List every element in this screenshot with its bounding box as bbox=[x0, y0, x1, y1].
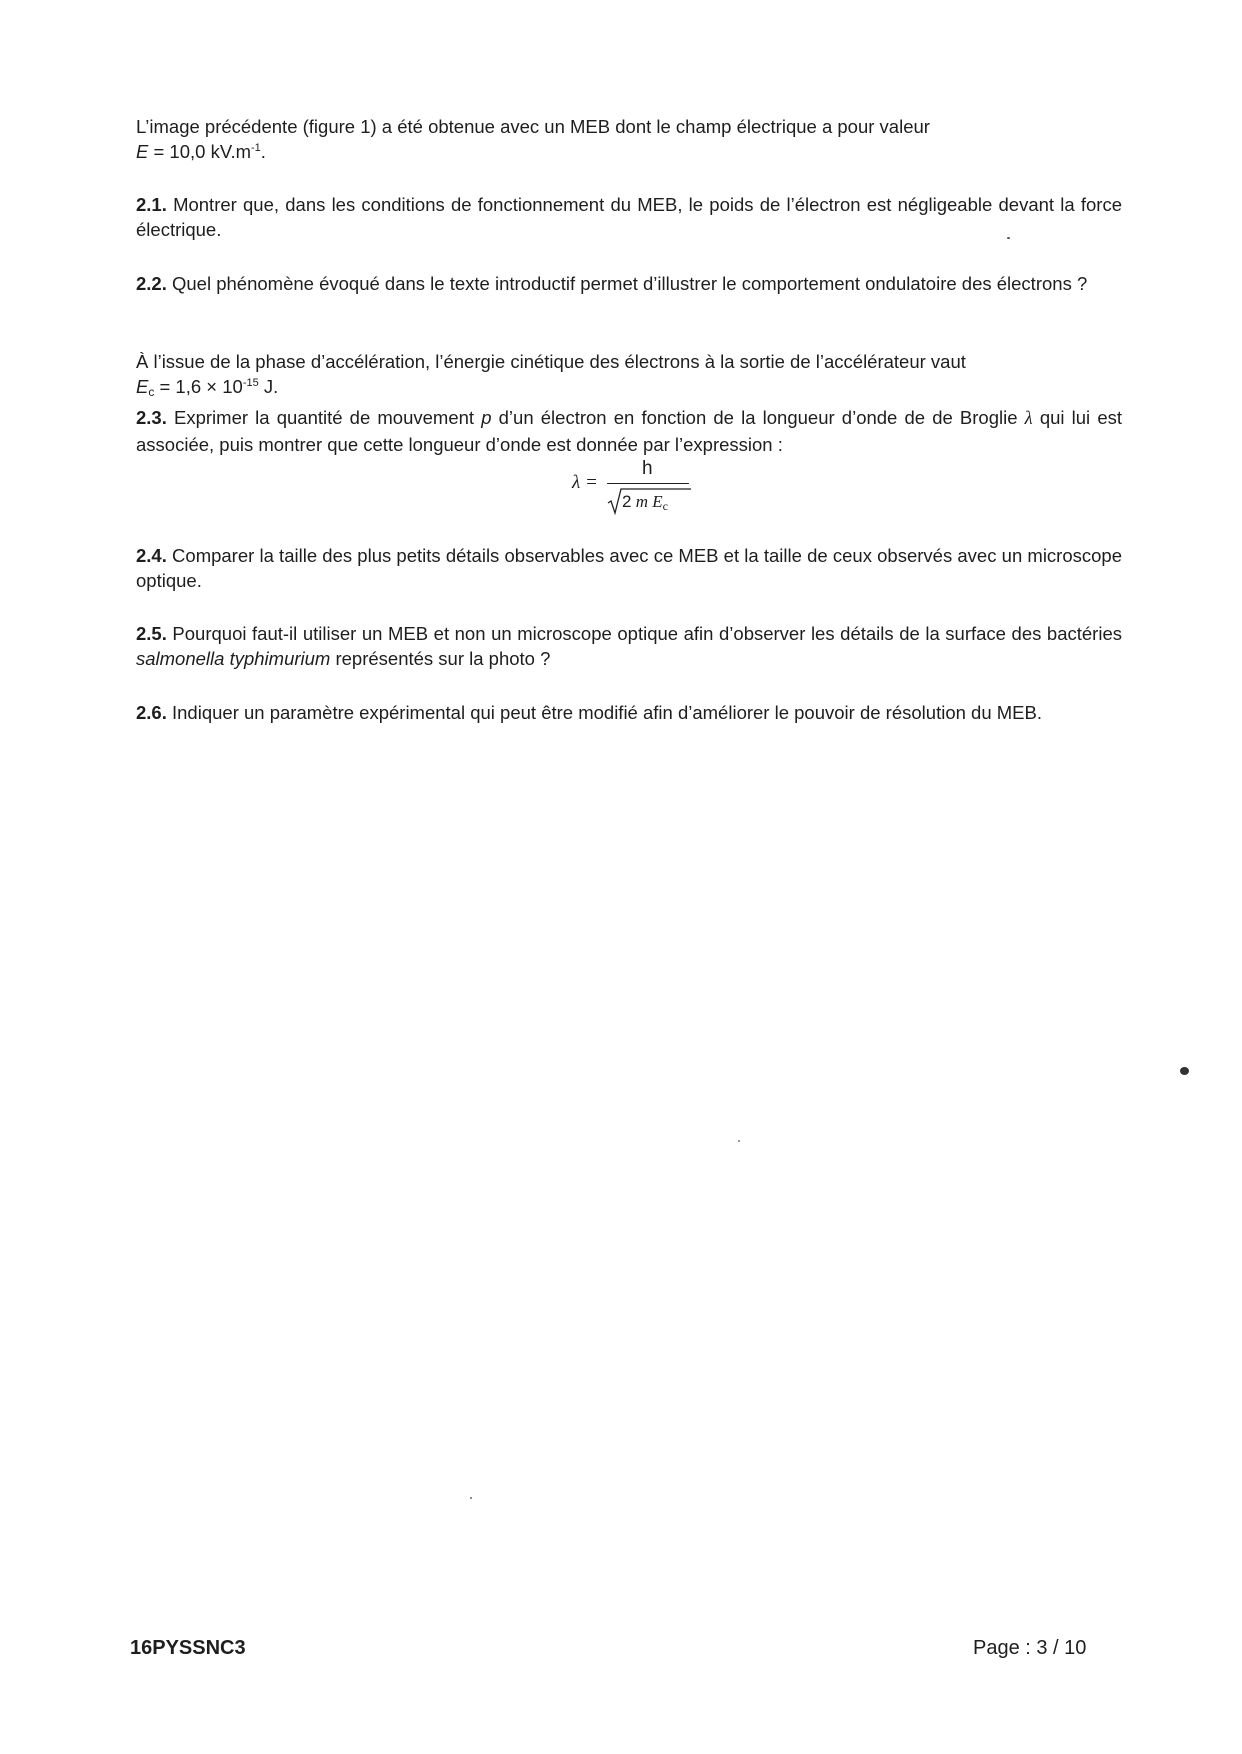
question-number: 2.1. bbox=[136, 194, 167, 215]
intro-var-e: E bbox=[136, 141, 149, 162]
var-lambda: λ bbox=[1024, 409, 1033, 429]
scan-speck bbox=[1007, 237, 1010, 239]
question-2-6 bbox=[136, 700, 1122, 725]
denominator-subscript: c bbox=[662, 499, 668, 513]
question-text: Montrer que, dans les conditions de fonctionnement du MEB, le poids de l’électron est négligeable devant la force électrique. bbox=[136, 194, 1122, 240]
formula-lhs: λ = bbox=[572, 472, 598, 493]
question-number: 2.5. bbox=[136, 623, 167, 644]
intro-paragraph bbox=[136, 114, 1122, 164]
intro-text: L’image précédente (figure 1) a été obtenue avec un MEB dont le champ électrique a pour valeur bbox=[136, 116, 930, 137]
energy-exponent: -15 bbox=[242, 377, 259, 389]
question-text: Quel phénomène évoqué dans le texte introductif permet d’illustrer le comportement ondulatoire des électrons ? bbox=[166, 273, 1088, 294]
denominator-energy: E bbox=[652, 492, 663, 511]
intro-exponent: -1 bbox=[251, 142, 261, 154]
var-p: p bbox=[481, 407, 492, 428]
de-broglie-formula bbox=[572, 458, 692, 518]
intro-value: = 10,0 kV.m bbox=[148, 141, 252, 162]
formula-denominator bbox=[622, 492, 668, 512]
exam-code: 16PYSSNC3 bbox=[130, 1637, 246, 1659]
question-text: Pourquoi faut-il utiliser un MEB et non un microscope optique afin d’observer les détails de la surface des bactéries bbox=[166, 623, 1122, 644]
energy-value: = 1,6 × 10 bbox=[154, 376, 243, 397]
question-text: Indiquer un paramètre expérimental qui peut être modifié afin d’améliorer le pouvoir de résolution du MEB. bbox=[166, 702, 1042, 723]
question-number: 2.2. bbox=[136, 273, 167, 294]
question-2-4 bbox=[136, 543, 1122, 593]
question-number: 2.6. bbox=[136, 702, 167, 723]
denominator-mass: m bbox=[635, 492, 648, 511]
page-number: Page : 3 / 10 bbox=[973, 1637, 1087, 1659]
scan-speck bbox=[470, 1497, 472, 1499]
question-text: qui lui est associée, puis montrer que cette longueur d’onde est donnée par l’expression : bbox=[136, 407, 1122, 455]
energy-subscript: c bbox=[148, 385, 155, 399]
question-2-1 bbox=[136, 192, 1122, 242]
species-name: salmonella typhimurium bbox=[136, 648, 331, 669]
question-2-2 bbox=[136, 271, 1122, 296]
energy-var-e: E bbox=[136, 376, 149, 397]
question-text: Comparer la taille des plus petits détails observables avec ce MEB et la taille de ceux observés avec un microscope optique. bbox=[136, 545, 1122, 591]
scan-speck bbox=[738, 1140, 740, 1142]
question-text: d’un électron en fonction de la longueur d’onde de de Broglie bbox=[491, 407, 1025, 428]
question-text: Exprimer la quantité de mouvement bbox=[166, 407, 482, 428]
energy-unit: J. bbox=[258, 376, 279, 397]
energy-paragraph bbox=[136, 349, 1122, 399]
denominator-two: 2 bbox=[622, 492, 632, 511]
question-2-3 bbox=[136, 405, 1122, 457]
fraction-bar bbox=[607, 483, 689, 484]
formula-numerator: h bbox=[642, 458, 653, 479]
energy-text: À l’issue de la phase d’accélération, l’énergie cinétique des électrons à la sortie de l’accélérateur vaut bbox=[136, 351, 966, 372]
question-number: 2.3. bbox=[136, 407, 167, 428]
question-text: représentés sur la photo ? bbox=[330, 648, 551, 669]
question-2-5 bbox=[136, 621, 1122, 671]
scan-speck bbox=[1180, 1067, 1189, 1075]
intro-period: . bbox=[260, 141, 266, 162]
question-number: 2.4. bbox=[136, 545, 167, 566]
